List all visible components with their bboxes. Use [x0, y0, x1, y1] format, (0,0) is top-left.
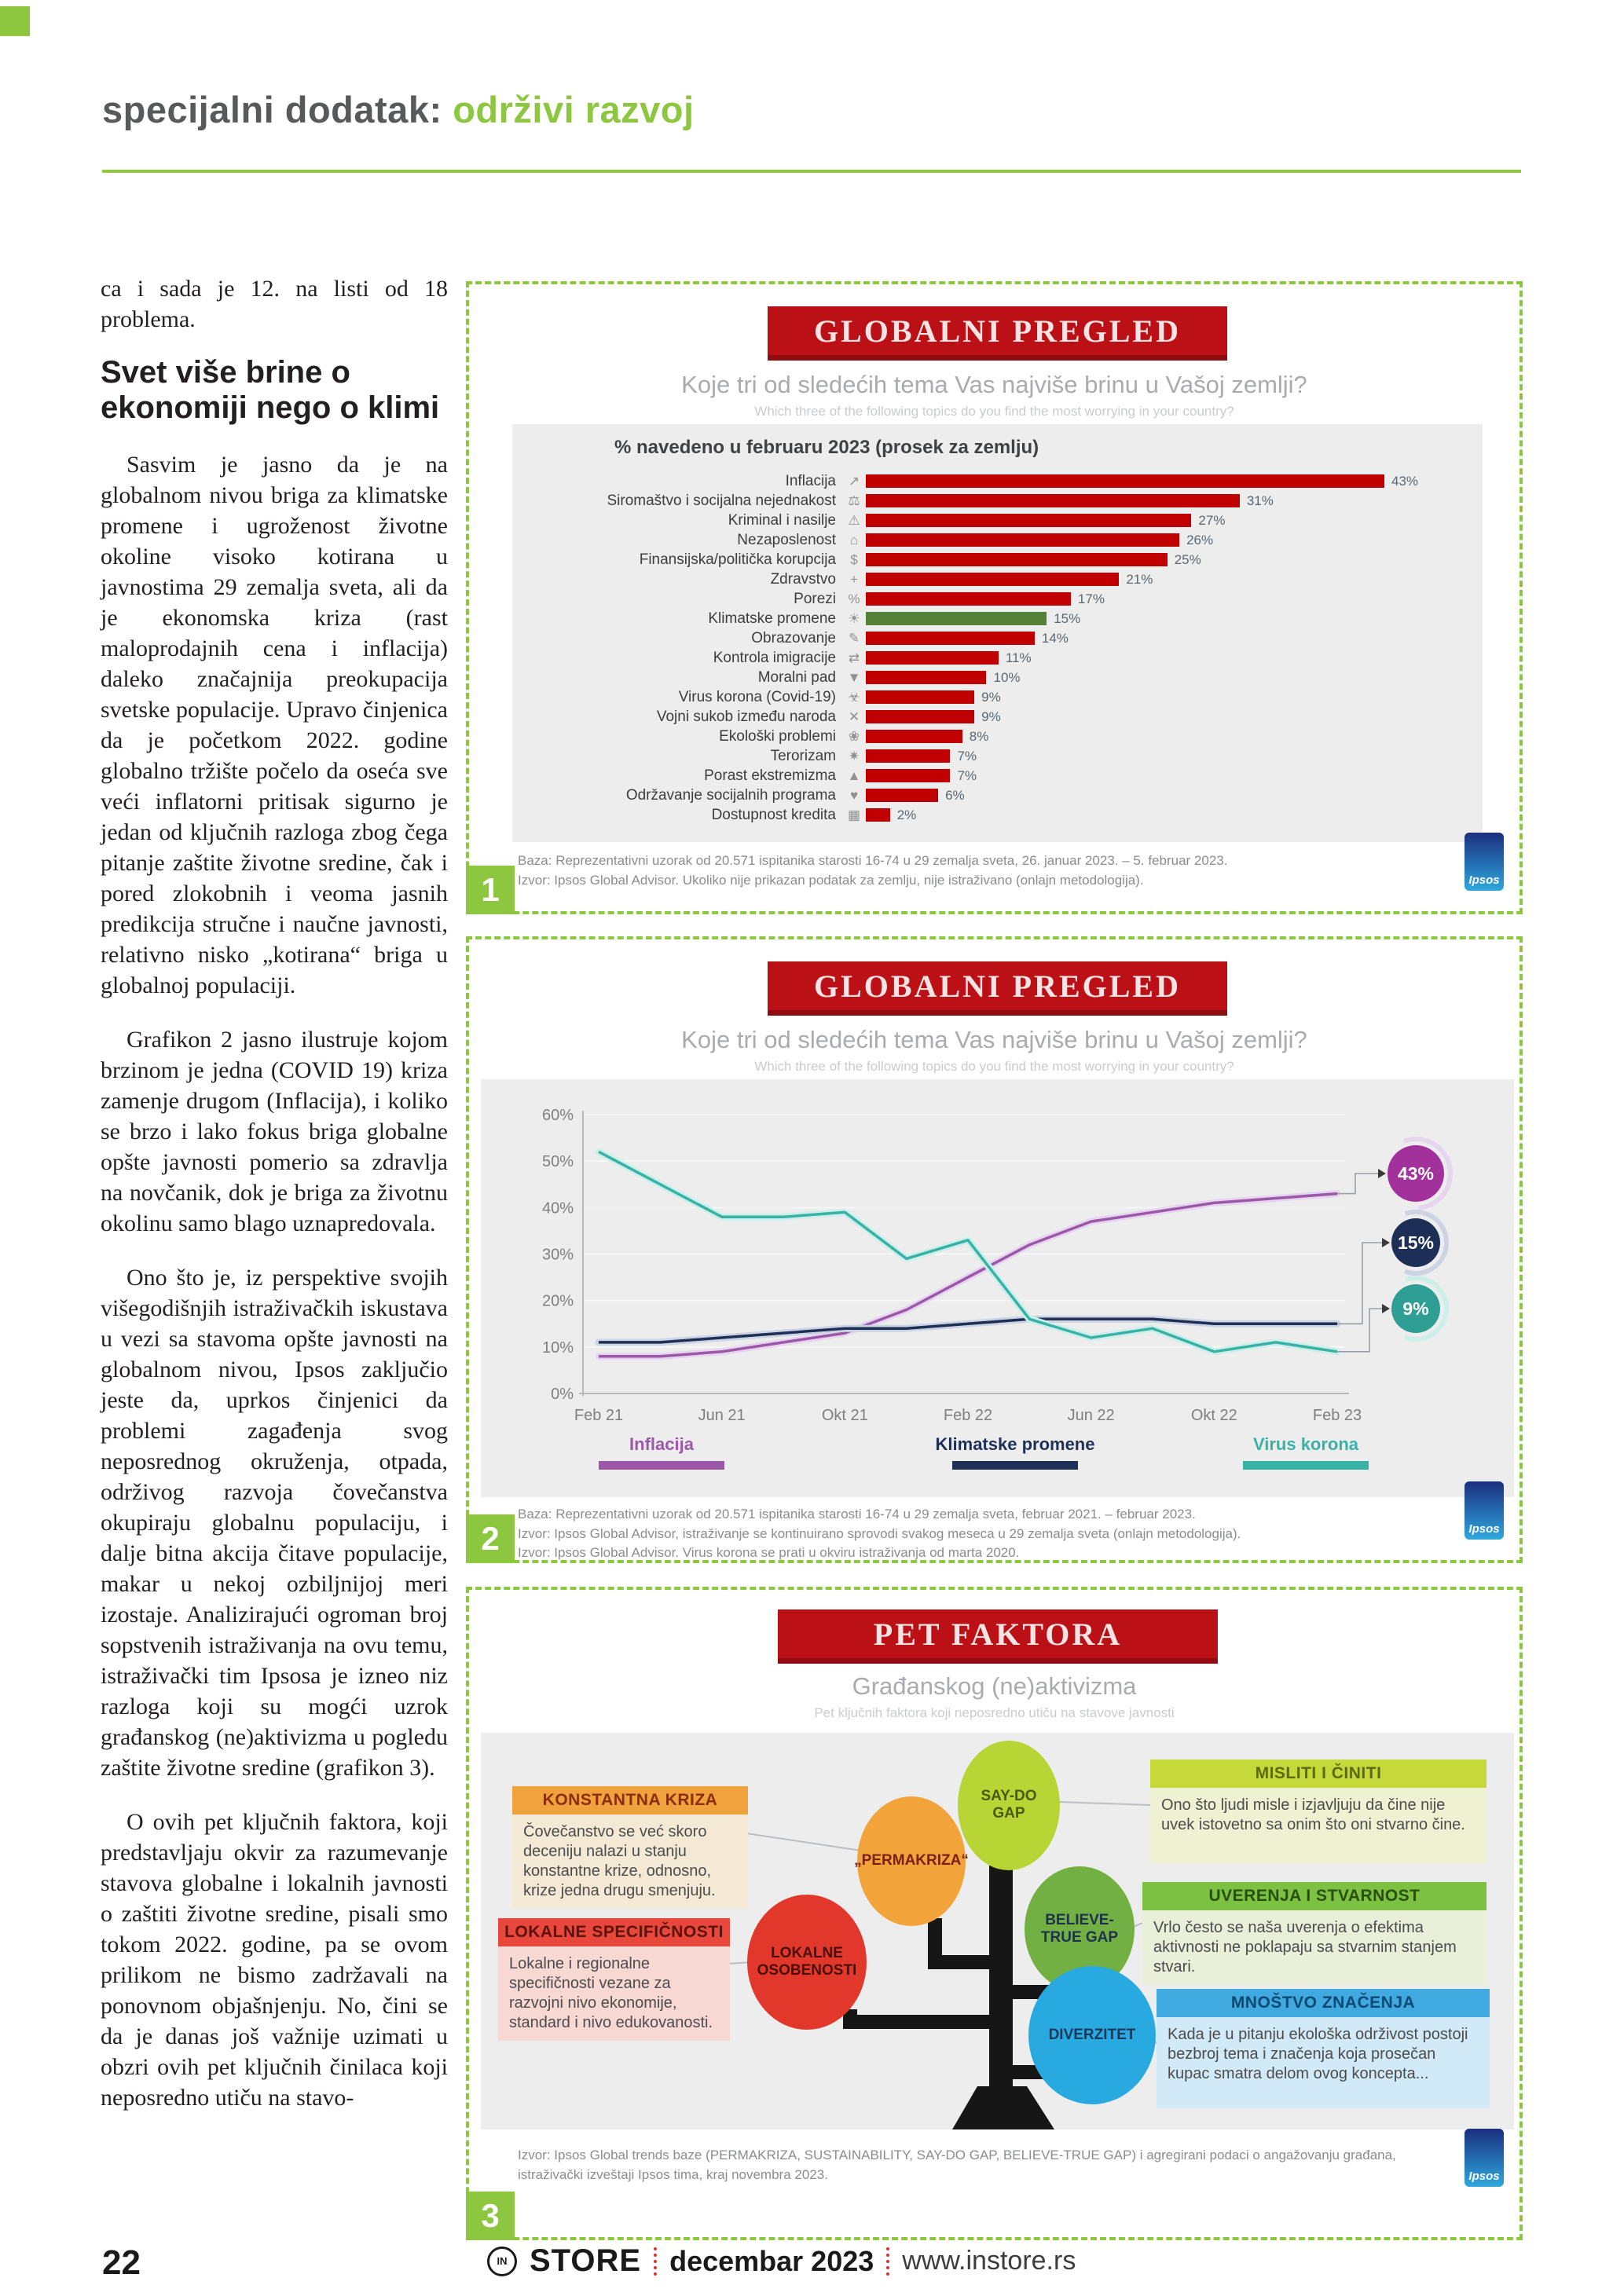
figure-1-title-banner: [768, 306, 1227, 361]
bar-row: [522, 785, 1473, 805]
bar-value: 25%: [1174, 551, 1201, 567]
bar-rows: [522, 471, 1473, 825]
bar-row: [522, 805, 1473, 825]
bar-row: [522, 687, 1473, 707]
x-tick-label: Feb 23: [1312, 1407, 1362, 1424]
legend-label: Klimatske promene: [935, 1434, 1095, 1454]
figure-1-number-badge: 1: [466, 866, 515, 914]
bar-row: [522, 668, 1473, 687]
bar-row: [522, 746, 1473, 766]
figure-1-chart-panel: [512, 424, 1483, 842]
source-line: Izvor: Ipsos Global Advisor, istraživanje se kontinuirano sprovodi svakog meseca u 29 zemalja sveta (onlajn metodologija).: [518, 1525, 1241, 1541]
article-paragraph: O ovih pet ključnih faktora, koji predstavljaju okvir za razumevanje stavova globalne i lokalnih javnosti o zaštiti životne sredine, pisali smo tokom 2022. godine, pa se ovom prilikom ne bismo zadržavali na ponovnom objašnjenju. No, čini se da je danas još važnije uzimati u obzri ovih pet ključnih činilaca koji neposredno utiču na stavo-: [101, 1808, 448, 2111]
bar-row: [522, 589, 1473, 609]
header-divider: [102, 170, 1521, 173]
bar-value: 9%: [981, 689, 1001, 705]
figure-3-source: Izvor: Ipsos Global trends baze (PERMAKRIZA, SUSTAINABILITY, SAY-DO GAP, BELIEVE-TRUE GAP) i agregirani podaci o angažovanju građana, istraživački izveštaji Ipsos tima, kraj novembra 2023.: [518, 2148, 1396, 2182]
bar-label: Kontrola imigracije: [713, 649, 836, 666]
legend-item: [567, 1434, 756, 1470]
issue-date: decembar 2023: [669, 2244, 874, 2277]
instore-circle-icon: IN: [487, 2247, 517, 2276]
bar-label: Održavanje socijalnih programa: [625, 786, 836, 804]
moral-decline-icon: ▼: [847, 669, 861, 685]
figure-1-subtitle-en: Which three of the following topics do you find the most worrying in your country?: [754, 404, 1234, 419]
bar-row: [522, 766, 1473, 785]
figure-2-subtitle: Koje tri od sledećih tema Vas najviše brinu u Vašoj zemlji?: [681, 1026, 1307, 1053]
page-title: [102, 88, 695, 131]
bar-value: 9%: [981, 709, 1001, 724]
terrorism-icon: ✷: [848, 748, 860, 764]
corruption-icon: $: [850, 551, 858, 567]
bar: [866, 690, 974, 704]
article-paragraph: Sasvim je jasno da je na globalnom nivou briga za klimatske promene i ugroženost životne okoline visoko kotirana u javnostima 29 zemalja sveta, ali da je ekonomska kriza (rast maloprodajnih cena i inflacija) daleko značajnija preokupacija svetske populacije. Upravo činjenica da je početkom 2022. godine globalno tržište počelo da oseća sve veći inflatorni pritisak sigurno je jedan od ključnih razloga zbog čega pitanje zaštite životne sredine, čak i pored zlokobnih i veoma jasnih predikcija stručne i naučne javnosti, relativno nisko „kotirana“ briga u globalnoj populaciji.: [101, 451, 448, 998]
legend-item: [1212, 1434, 1400, 1470]
article-intro: ca i sada je 12. na listi od 18 problema.: [101, 276, 448, 332]
legend-label: Inflacija: [629, 1434, 694, 1454]
end-value-label: 43%: [1397, 1163, 1435, 1184]
bar: [866, 474, 1384, 488]
bar-value: 10%: [993, 669, 1021, 685]
figure-3-diagram-panel: [481, 1733, 1514, 2129]
bar-label: Klimatske promene: [708, 610, 836, 627]
article-paragraph: Ono što je, iz perspektive svojih višegodišnjih istraživačkih iskustava u vezi sa stavoma opšte javnosti na globalnom nivou, Ipsos zaključio jeste da, uprkos činjenici da problemi zagađenja svog neposrednog okruženja, otpada, održivog razvoja čovečanstva okupiraju globalnu populaciju, i dalje bitna akcija čitave populacije, makar u nekoj ozbiljnijoj meri izostaje. Analizirajući ogroman broj sopstvenih istraživanja na ovu temu, istraživački tim Ipsosa je izneo niz razloga koji su mogći uzrok građanskog (ne)aktivizma u pogledu zaštite životne sredine (grafikon 3).: [101, 1264, 448, 1781]
figure-2-number-badge: 2: [466, 1514, 515, 1563]
y-tick-label: 40%: [541, 1199, 574, 1218]
inflation-icon: ↗: [848, 473, 860, 489]
legend-item: [889, 1434, 1141, 1470]
bar-label: Siromaštvo i socijalna nejednakost: [607, 492, 836, 509]
factor-box-header: MISLITI I ČINITI: [1150, 1760, 1487, 1788]
x-tick-label: Okt 21: [821, 1407, 868, 1424]
bar-value: 6%: [945, 787, 965, 803]
bar-value: 8%: [969, 728, 989, 744]
bar-label: Obrazovanje: [751, 629, 836, 646]
bar-label: Moralni pad: [757, 668, 836, 686]
bar-label: Vojni sukob između naroda: [656, 708, 836, 725]
figure-1-title: GLOBALNI PREGLED: [814, 313, 1181, 349]
figure-3-subtitle: Građanskog (ne)aktivizma: [852, 1672, 1137, 1700]
figure-2-subtitle-en: Which three of the following topics do you find the most worrying in your country?: [754, 1059, 1234, 1074]
box-lokalne-specificnosti: [498, 1918, 730, 2041]
bar: [866, 533, 1179, 547]
series-line-Klimatske promene: [599, 1319, 1337, 1342]
bar-chart-header: % navedeno u februaru 2023 (prosek za zemlju): [614, 437, 1039, 458]
source-line: Baza: Reprezentativni uzorak od 20.571 ispitanika starosti 16-74 u 29 zemalja sveta, 26. januar 2023. – 5. februar 2023.: [518, 853, 1228, 868]
y-tick-label: 10%: [541, 1338, 574, 1357]
factor-box-header: MNOŠTVO ZNAČENJA: [1157, 1989, 1490, 2017]
y-tick-label: 20%: [541, 1292, 574, 1310]
bar: [866, 651, 999, 665]
inequality-icon: ⚖: [848, 493, 860, 508]
bar: [866, 808, 890, 822]
bar-label: Nezaposlenost: [737, 531, 836, 548]
y-tick-label: 0%: [551, 1386, 574, 1403]
factor-box-header: UVERENJA I STVARNOST: [1142, 1882, 1487, 1910]
x-tick-label: Jun 21: [698, 1407, 746, 1424]
source-line: Baza: Reprezentativni uzorak od 20.571 ispitanika starosti 16-74 u 29 zemalja sveta, februar 2021. – februar 2023.: [518, 1507, 1196, 1522]
figure-3-title-banner: [778, 1609, 1218, 1664]
bar: [866, 494, 1240, 507]
box-mnostvo-znacenja: [1157, 1989, 1490, 2108]
bar-row: [522, 648, 1473, 668]
bar-value: 11%: [1005, 650, 1032, 665]
article-heading: Svet više brine o ekonomiji nego o klimi: [101, 355, 440, 425]
bar: [866, 769, 950, 782]
x-tick-label: Feb 21: [574, 1407, 624, 1424]
bar-row: [522, 707, 1473, 727]
climate-icon: ☀: [848, 610, 860, 626]
bar-value: 7%: [957, 748, 977, 764]
bar-label: Virus korona (Covid-19): [678, 688, 836, 705]
bar-value: 26%: [1186, 532, 1214, 547]
factor-box-body: Vrlo često se naša uverenja o efektima aktivnosti ne poklapaju sa stvarnim stanjem stvari.: [1153, 1919, 1457, 1976]
environment-icon: ❀: [848, 728, 860, 744]
bar: [866, 789, 938, 802]
bar-value: 15%: [1054, 610, 1081, 626]
legend-swatch: [1243, 1461, 1369, 1470]
figure-1-source: [518, 851, 1398, 890]
unemployment-icon: ⌂: [849, 532, 859, 547]
bar-value: 17%: [1077, 591, 1105, 606]
figure-3-title: PET FAKTORA: [873, 1616, 1123, 1652]
page-title-prefix: specijalni dodatak:: [102, 89, 442, 130]
extremism-icon: ▲: [847, 767, 861, 783]
x-tick-label: Feb 22: [943, 1407, 993, 1424]
bar: [866, 553, 1168, 566]
bar-row: [522, 628, 1473, 648]
y-tick-label: 50%: [541, 1153, 574, 1171]
line-chart-legend: [481, 1434, 1514, 1493]
healthcare-icon: +: [850, 571, 858, 587]
credit-icon: ▦: [847, 807, 861, 822]
covid-icon: ☣: [848, 689, 860, 705]
source-line: Izvor: Ipsos Global Advisor. Ukoliko nije prikazan podatak za zemlju, nije istraživano (onlajn metodologija).: [518, 872, 1144, 888]
bar-value: 2%: [896, 807, 917, 822]
crime-icon: ⚠: [848, 512, 860, 528]
bar-label: Porast ekstremizma: [704, 767, 836, 784]
figure-3-five-factors: [466, 1587, 1523, 2240]
bar-label: Dostupnost kredita: [711, 806, 836, 823]
figure-2-global-overview-trend: [466, 936, 1523, 1563]
conflict-icon: ✕: [848, 709, 860, 724]
bar: [866, 573, 1119, 586]
factor-box-header: KONSTANTNA KRIZA: [512, 1786, 748, 1814]
factor-box-body: Kada je u pitanju ekološka održivost postoji bezbroj tema i značenja koja prosečan kupac smatra delom ovog koncepta...: [1168, 2026, 1468, 2082]
box-uverenja-i-stvarnost: [1142, 1882, 1487, 1985]
leaf-diverzitet: DIVERZITET: [1028, 1966, 1156, 2104]
factor-box-body: Čovečanstvo se već skoro deceniju nalazi u stanju konstantne krize, odnosno, krize jedna drugu smenjuju.: [523, 1823, 716, 1899]
y-tick-label: 60%: [541, 1107, 574, 1124]
ipsos-logo: Ipsos: [1465, 1481, 1504, 1540]
bar: [866, 671, 986, 684]
bar: [866, 592, 1071, 606]
bar-row: [522, 471, 1473, 491]
bar-value: 21%: [1126, 571, 1153, 587]
bar-row: [522, 550, 1473, 569]
page-title-topic: održivi razvoj: [453, 89, 695, 130]
article-column: [101, 273, 448, 2137]
x-tick-label: Okt 22: [1190, 1407, 1237, 1424]
bar: [866, 514, 1191, 527]
bar-value: 14%: [1041, 630, 1069, 646]
bar: [866, 710, 974, 723]
bar-row: [522, 609, 1473, 628]
footer-divider: [654, 2247, 657, 2276]
legend-label: Virus korona: [1252, 1434, 1359, 1454]
bar-value: 27%: [1198, 512, 1226, 528]
x-tick-label: Jun 22: [1067, 1407, 1115, 1424]
figure-1-global-overview-bars: [466, 281, 1523, 914]
bar-label: Porezi: [794, 590, 836, 607]
bar-label: Inflacija: [785, 472, 836, 489]
source-line: Izvor: Ipsos Global Advisor. Virus korona se prati u okviru istraživanja od marta 2020.: [518, 1545, 1020, 1561]
line-chart-svg: [481, 1079, 1514, 1496]
bar-value: 7%: [957, 767, 977, 783]
figure-2-source: [518, 1505, 1421, 1563]
bar-row: [522, 491, 1473, 511]
bar: [866, 612, 1047, 625]
bar: [866, 730, 962, 743]
figure-3-subtitle-note: Pet ključnih faktora koji neposredno utiču na stavove javnosti: [814, 1705, 1175, 1720]
bar: [866, 632, 1035, 645]
magazine-name: STORE: [530, 2243, 642, 2278]
figure-2-chart-panel: [481, 1079, 1514, 1497]
bar-label: Kriminal i nasilje: [728, 511, 836, 529]
factor-box-header: LOKALNE SPECIFIČNOSTI: [498, 1918, 730, 1946]
social-programs-icon: ♥: [849, 787, 859, 803]
figure-1-subtitle: Koje tri od sledećih tema Vas najviše brinu u Vašoj zemlji?: [681, 371, 1307, 398]
legend-swatch: [599, 1461, 724, 1470]
bar-value: 31%: [1246, 493, 1274, 508]
factor-box-body: Ono što ljudi misle i izjavljuju da čine nije uvek istovetno sa onim što oni stvarno čine.: [1161, 1796, 1465, 1833]
leaf-permakriza: „PERMAKRIZA“: [857, 1796, 966, 1926]
end-value-label: 9%: [1402, 1298, 1429, 1319]
end-value-label: 15%: [1397, 1232, 1435, 1253]
website-link[interactable]: www.instore.rs: [902, 2246, 1076, 2276]
bar-label: Zdravstvo: [770, 570, 836, 588]
bar-label: Ekološki problemi: [719, 727, 836, 745]
leaf-believe-true-gap: BELIEVE-TRUE GAP: [1025, 1866, 1135, 1992]
bar-row: [522, 569, 1473, 589]
leaf-say-do-gap: SAY-DO GAP: [958, 1741, 1060, 1870]
bar-row: [522, 530, 1473, 550]
bar-row: [522, 511, 1473, 530]
factor-box-body: Lokalne i regionalne specifičnosti vezane za razvojni nivo ekonomije, standard i nivo edukovanosti.: [509, 1955, 713, 2031]
figure-3-number-badge: 3: [466, 2192, 515, 2240]
bar-label: Terorizam: [770, 747, 836, 764]
page-footer: [0, 2243, 1624, 2291]
figure-2-title: GLOBALNI PREGLED: [814, 968, 1181, 1004]
bar-row: [522, 727, 1473, 746]
leaf-lokalne-osobenosti: LOKALNE OSOBENOSTI: [747, 1895, 867, 2030]
bar: [866, 749, 950, 763]
page-number: 22: [102, 2243, 141, 2282]
y-tick-label: 30%: [541, 1246, 574, 1264]
box-misliti-i-ciniti: [1150, 1760, 1487, 1863]
footer-brand: [487, 2243, 1076, 2279]
figure-2-title-banner: [768, 961, 1227, 1016]
bar-label: Finansijska/politička korupcija: [639, 551, 836, 568]
ipsos-logo: Ipsos: [1465, 833, 1504, 891]
bar-value: 43%: [1391, 473, 1419, 489]
footer-divider: [886, 2247, 889, 2276]
immigration-icon: ⇄: [848, 650, 860, 665]
article-paragraph: Grafikon 2 jasno ilustruje kojom brzinom je jedna (COVID 19) kriza zamenje drugom (Inflacija), i koliko se brzo i lako fokus briga globalne opšte javnosti pomerio sa zdravlja na novčanik, dok je briga za životnu okolinu samo blago uznapredovala.: [101, 1026, 448, 1236]
education-icon: ✎: [848, 630, 860, 646]
legend-swatch: [952, 1461, 1078, 1470]
taxes-icon: %: [848, 591, 860, 606]
ipsos-logo: Ipsos: [1465, 2129, 1504, 2187]
box-konstantna-kriza: [512, 1786, 748, 1909]
corner-accent-square: [0, 6, 30, 36]
